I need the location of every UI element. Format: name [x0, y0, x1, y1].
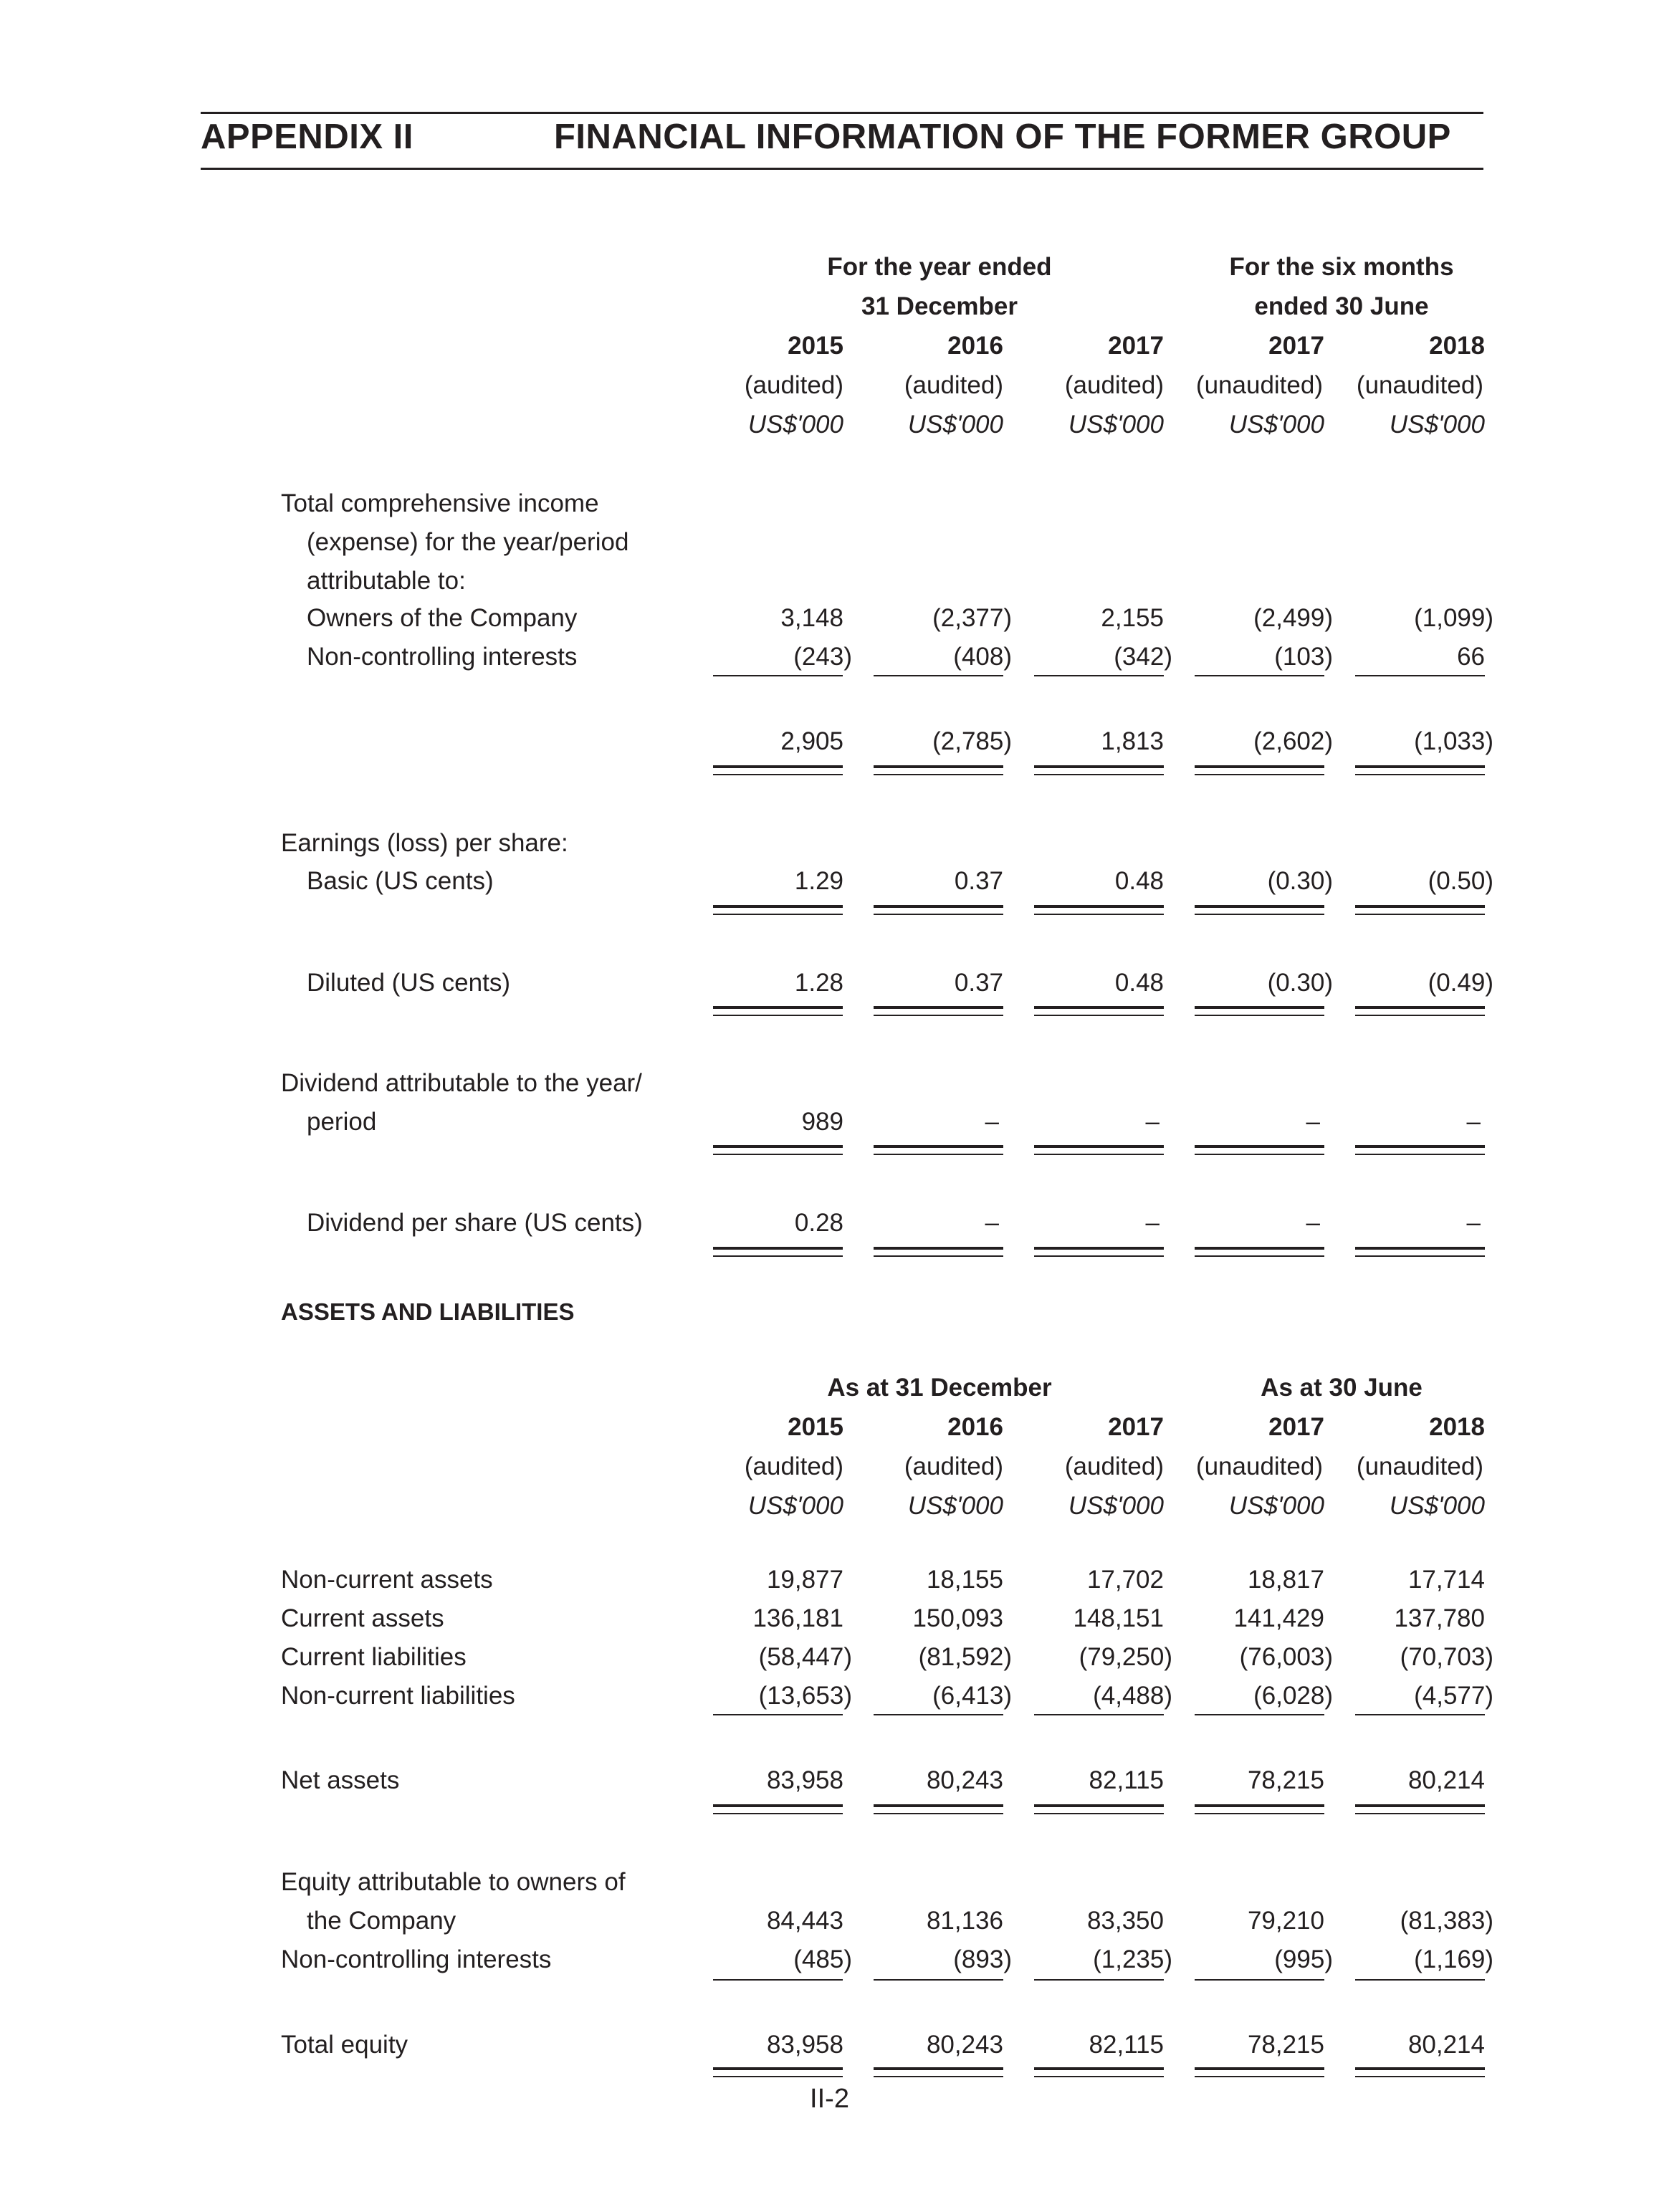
double-underline [713, 1255, 843, 1257]
single-underline [713, 1714, 843, 1715]
double-underline [874, 2067, 1003, 2070]
double-underline [1195, 1006, 1324, 1009]
tci-heading-line [0, 484, 1659, 523]
value-cell: (0.50) [1428, 867, 1493, 895]
single-underline [713, 675, 843, 676]
double-underline [1034, 2067, 1164, 2070]
column-header-row [0, 1408, 1659, 1447]
table-row [0, 1638, 1659, 1677]
column-group-header: As at 30 June [1261, 1374, 1423, 1402]
single-underline [874, 1714, 1003, 1715]
value-cell: (243) [793, 643, 852, 671]
column-audit-status: (unaudited) [1356, 1452, 1483, 1480]
column-group-header: For the year ended [827, 253, 1052, 281]
value-cell: 1.28 [794, 969, 843, 997]
double-underline [1195, 905, 1324, 908]
value-cell: (0.30) [1267, 867, 1333, 895]
column-audit-status: (audited) [1064, 371, 1164, 399]
double-underline [1355, 1813, 1485, 1814]
double-underline [874, 1154, 1003, 1155]
table-row [0, 862, 1659, 901]
double-underline [1034, 765, 1164, 768]
row-label: (expense) for the year/period [307, 528, 629, 556]
value-cell: 83,958 [766, 1766, 843, 1794]
table-row [0, 1940, 1659, 1979]
value-cell: (1,169) [1414, 1945, 1493, 1973]
double-underline [1195, 2067, 1324, 2070]
column-currency: US$'000 [1389, 411, 1485, 439]
double-underline [713, 1006, 843, 1009]
column-group-header: 31 December [861, 292, 1018, 320]
table-row [0, 1902, 1659, 1940]
table-row [0, 1677, 1659, 1715]
value-cell: 66 [1457, 643, 1485, 671]
appendix-label: APPENDIX II [201, 118, 413, 156]
column-audit-status: (audited) [1064, 1452, 1164, 1480]
header-rule-top [201, 112, 1483, 114]
value-cell: 0.48 [1114, 867, 1164, 895]
column-audit-status: (unaudited) [1356, 371, 1483, 399]
double-underline [1034, 1145, 1164, 1148]
double-underline [713, 765, 843, 768]
single-underline [1195, 1714, 1324, 1715]
value-cell: – [1466, 1108, 1481, 1136]
double-underline [1034, 914, 1164, 915]
value-cell: (342) [1114, 643, 1172, 671]
column-audit-status: (audited) [744, 371, 843, 399]
double-underline [874, 765, 1003, 768]
double-underline [1034, 1804, 1164, 1807]
double-underline [874, 1813, 1003, 1814]
row-label: Total equity [281, 2031, 408, 2059]
double-underline [1195, 1804, 1324, 1807]
double-underline [1355, 1006, 1485, 1009]
value-cell: 2,155 [1101, 604, 1164, 632]
double-underline [1034, 774, 1164, 775]
value-cell: (2,785) [932, 727, 1012, 755]
row-label: attributable to: [307, 567, 466, 595]
double-underline [1195, 1154, 1324, 1155]
double-underline [713, 914, 843, 915]
total-row [0, 722, 1659, 761]
double-underline [1034, 1006, 1164, 1009]
double-underline [1195, 774, 1324, 775]
value-cell: (1,099) [1414, 604, 1493, 632]
single-underline [1195, 1979, 1324, 1981]
value-cell: 80,243 [926, 1766, 1003, 1794]
column-header-row [0, 1447, 1659, 1486]
single-underline [1195, 675, 1324, 676]
value-cell: (76,003) [1239, 1643, 1333, 1671]
row-label: Basic (US cents) [307, 867, 494, 895]
value-cell: – [985, 1108, 999, 1136]
equity-heading [0, 1863, 1659, 1902]
column-year: 2016 [947, 332, 1003, 360]
value-cell: 150,093 [912, 1604, 1003, 1632]
double-underline [713, 774, 843, 775]
double-underline [1355, 765, 1485, 768]
value-cell: (2,377) [932, 604, 1012, 632]
double-underline [1355, 774, 1485, 775]
double-underline [1034, 1154, 1164, 1155]
header-rule-bottom [201, 168, 1483, 170]
value-cell: (4,488) [1093, 1682, 1172, 1710]
double-underline [1195, 1813, 1324, 1814]
value-cell: 80,214 [1407, 1766, 1485, 1794]
row-label: Non-current assets [281, 1566, 493, 1594]
value-cell: 82,115 [1089, 1766, 1164, 1794]
table-row [0, 964, 1659, 1002]
table-row [0, 1204, 1659, 1243]
double-underline [1195, 914, 1324, 915]
column-currency: US$'000 [1068, 411, 1164, 439]
value-cell: 79,210 [1247, 1907, 1324, 1935]
column-currency: US$'000 [1228, 1492, 1324, 1520]
value-cell: (2,499) [1253, 604, 1333, 632]
row-label: Total comprehensive income [281, 489, 599, 517]
value-cell: 78,215 [1247, 1766, 1324, 1794]
value-cell: 141,429 [1233, 1604, 1324, 1632]
value-cell: 0.48 [1114, 969, 1164, 997]
value-cell: (13,653) [758, 1682, 852, 1710]
row-label: Dividend per share (US cents) [307, 1209, 643, 1237]
double-underline [713, 1015, 843, 1016]
double-underline [1195, 1015, 1324, 1016]
double-underline [1034, 2076, 1164, 2077]
column-currency: US$'000 [747, 411, 843, 439]
double-underline [874, 1145, 1003, 1148]
table-row [0, 1599, 1659, 1638]
column-currency: US$'000 [1068, 1492, 1164, 1520]
value-cell: (0.30) [1267, 969, 1333, 997]
column-currency: US$'000 [1389, 1492, 1485, 1520]
tci-heading-line [0, 523, 1659, 562]
column-year: 2015 [788, 332, 843, 360]
page-number: II-2 [810, 2084, 849, 2114]
column-currency: US$'000 [747, 1492, 843, 1520]
single-underline [1034, 675, 1164, 676]
value-cell: (893) [953, 1945, 1012, 1973]
double-underline [713, 1145, 843, 1148]
double-underline [1355, 1015, 1485, 1016]
value-cell: 137,780 [1394, 1604, 1485, 1632]
double-underline [874, 914, 1003, 915]
double-underline [1355, 2076, 1485, 2077]
column-group-header: As at 31 December [827, 1374, 1052, 1402]
column-header-row [0, 327, 1659, 365]
value-cell: – [1466, 1209, 1481, 1237]
value-cell: (58,447) [758, 1643, 852, 1671]
value-cell: – [1306, 1108, 1320, 1136]
value-cell: (0.49) [1428, 969, 1493, 997]
page-title: FINANCIAL INFORMATION OF THE FORMER GROUP [554, 118, 1451, 156]
tci-heading-line [0, 562, 1659, 600]
table-row [0, 1103, 1659, 1141]
value-cell: 2,905 [780, 727, 843, 755]
total-row [0, 1761, 1659, 1800]
value-cell: (6,028) [1253, 1682, 1333, 1710]
column-year: 2016 [947, 1413, 1003, 1441]
value-cell: (1,033) [1414, 727, 1493, 755]
value-cell: 83,350 [1086, 1907, 1164, 1935]
single-underline [1355, 1979, 1485, 1981]
double-underline [1195, 1247, 1324, 1250]
double-underline [1355, 2067, 1485, 2070]
total-row [0, 2026, 1659, 2064]
value-cell: 80,214 [1407, 2031, 1485, 2059]
row-label: Non-controlling interests [307, 643, 578, 671]
section-title: ASSETS AND LIABILITIES [281, 1298, 575, 1325]
column-audit-status: (audited) [744, 1452, 843, 1480]
double-underline [874, 1006, 1003, 1009]
double-underline [1355, 1255, 1485, 1257]
double-underline [874, 1804, 1003, 1807]
row-label: Dividend attributable to the year/ [281, 1069, 642, 1097]
double-underline [874, 1255, 1003, 1257]
double-underline [1034, 905, 1164, 908]
value-cell: (4,577) [1414, 1682, 1493, 1710]
column-header-row [0, 366, 1659, 405]
value-cell: 3,148 [780, 604, 843, 632]
value-cell: 17,714 [1407, 1566, 1485, 1594]
double-underline [874, 1247, 1003, 1250]
value-cell: 1,813 [1101, 727, 1164, 755]
double-underline [874, 2076, 1003, 2077]
table-row [0, 599, 1659, 638]
value-cell: 0.37 [954, 867, 1003, 895]
value-cell: 17,702 [1086, 1566, 1164, 1594]
value-cell: 84,443 [766, 1907, 843, 1935]
value-cell: 81,136 [926, 1907, 1003, 1935]
double-underline [713, 2076, 843, 2077]
value-cell: 78,215 [1247, 2031, 1324, 2059]
double-underline [874, 905, 1003, 908]
double-underline [1195, 1255, 1324, 1257]
double-underline [874, 1015, 1003, 1016]
double-underline [713, 1804, 843, 1807]
single-underline [1355, 675, 1485, 676]
row-label: Net assets [281, 1766, 400, 1794]
table-row [0, 638, 1659, 676]
column-year: 2017 [1108, 1413, 1164, 1441]
value-cell: – [1306, 1209, 1320, 1237]
value-cell: (81,592) [918, 1643, 1012, 1671]
value-cell: (103) [1274, 643, 1333, 671]
double-underline [1195, 1145, 1324, 1148]
value-cell: (485) [793, 1945, 852, 1973]
double-underline [1034, 1813, 1164, 1814]
column-currency: US$'000 [1228, 411, 1324, 439]
value-cell: (70,703) [1400, 1643, 1493, 1671]
double-underline [713, 2067, 843, 2070]
value-cell: 82,115 [1089, 2031, 1164, 2059]
column-year: 2018 [1429, 1413, 1485, 1441]
value-cell: (79,250) [1079, 1643, 1172, 1671]
column-group-header: For the six months [1229, 253, 1454, 281]
column-audit-status: (audited) [904, 371, 1003, 399]
row-label: Current liabilities [281, 1643, 467, 1671]
single-underline [1355, 1714, 1485, 1715]
eps-heading [0, 824, 1659, 863]
value-cell: (81,383) [1400, 1907, 1493, 1935]
double-underline [1195, 765, 1324, 768]
value-cell: 136,181 [752, 1604, 843, 1632]
single-underline [1034, 1979, 1164, 1981]
value-cell: 18,817 [1247, 1566, 1324, 1594]
column-year: 2015 [788, 1413, 843, 1441]
single-underline [874, 675, 1003, 676]
value-cell: (6,413) [932, 1682, 1012, 1710]
column-year: 2017 [1268, 1413, 1324, 1441]
double-underline [1355, 905, 1485, 908]
row-label: Equity attributable to owners of [281, 1868, 626, 1896]
value-cell: (995) [1274, 1945, 1333, 1973]
double-underline [1355, 1804, 1485, 1807]
value-cell: 0.28 [794, 1209, 843, 1237]
double-underline [713, 1813, 843, 1814]
column-year: 2017 [1108, 332, 1164, 360]
double-underline [1034, 1015, 1164, 1016]
column-year: 2018 [1429, 332, 1485, 360]
double-underline [1034, 1255, 1164, 1257]
double-underline [1355, 914, 1485, 915]
column-header-row [0, 1487, 1659, 1526]
column-audit-status: (unaudited) [1195, 1452, 1323, 1480]
value-cell: 83,958 [766, 2031, 843, 2059]
value-cell: 80,243 [926, 2031, 1003, 2059]
single-underline [713, 1979, 843, 1981]
value-cell: – [985, 1209, 999, 1237]
double-underline [874, 774, 1003, 775]
value-cell: – [1145, 1108, 1160, 1136]
row-label: the Company [307, 1907, 456, 1935]
table-row [0, 1561, 1659, 1599]
value-cell: 18,155 [926, 1566, 1003, 1594]
column-currency: US$'000 [907, 411, 1003, 439]
double-underline [1195, 2076, 1324, 2077]
row-label: Current assets [281, 1604, 444, 1632]
value-cell: 19,877 [766, 1566, 843, 1594]
row-label: Owners of the Company [307, 604, 578, 632]
column-audit-status: (unaudited) [1195, 371, 1323, 399]
row-label: Diluted (US cents) [307, 969, 510, 997]
double-underline [1355, 1154, 1485, 1155]
column-audit-status: (audited) [904, 1452, 1003, 1480]
value-cell: 1.29 [794, 867, 843, 895]
value-cell: (2,602) [1253, 727, 1333, 755]
value-cell: (1,235) [1093, 1945, 1172, 1973]
single-underline [1034, 1714, 1164, 1715]
row-label: Earnings (loss) per share: [281, 829, 568, 857]
value-cell: 148,151 [1073, 1604, 1164, 1632]
double-underline [713, 905, 843, 908]
dividend-heading [0, 1064, 1659, 1103]
value-cell: 989 [801, 1108, 843, 1136]
column-year: 2017 [1268, 332, 1324, 360]
row-label: period [307, 1108, 377, 1136]
value-cell: (408) [953, 643, 1012, 671]
double-underline [1034, 1247, 1164, 1250]
value-cell: 0.37 [954, 969, 1003, 997]
double-underline [1355, 1145, 1485, 1148]
single-underline [874, 1979, 1003, 1981]
column-currency: US$'000 [907, 1492, 1003, 1520]
column-header-row [0, 406, 1659, 444]
row-label: Non-current liabilities [281, 1682, 515, 1710]
value-cell: – [1145, 1209, 1160, 1237]
row-label: Non-controlling interests [281, 1945, 552, 1973]
column-group-header: ended 30 June [1254, 292, 1429, 320]
double-underline [713, 1154, 843, 1155]
double-underline [1355, 1247, 1485, 1250]
double-underline [713, 1247, 843, 1250]
